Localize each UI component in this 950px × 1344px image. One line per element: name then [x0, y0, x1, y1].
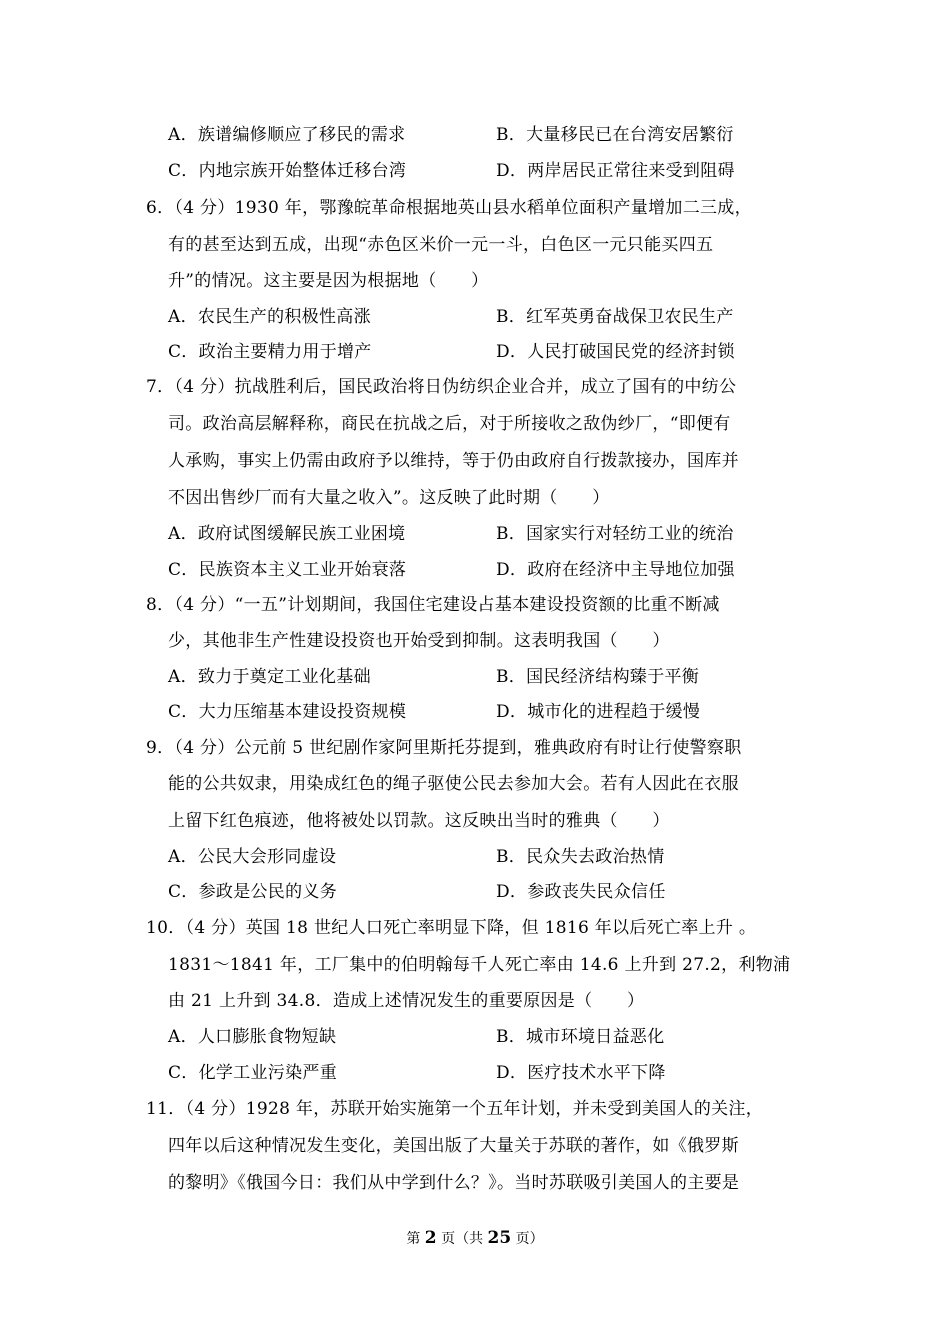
question-8-line-2: 少，其他非生产性建设投资也开始受到抑制。这表明我国（ ） — [168, 631, 670, 651]
question-10-line-1: 10．（4 分）英国 18 世纪人口死亡率明显下降，但 1816 年以后死亡率上升 。 — [146, 918, 757, 938]
question-10-line-2: 1831～1841 年，工厂集中的伯明翰每千人死亡率由 14.6 上升到 27.2，利物浦 — [168, 955, 791, 975]
question-11-line-1: 11．（4 分）1928 年，苏联开始实施第一个五年计划，并未受到美国人的关注， — [146, 1099, 764, 1119]
question-7-line-2: 司。政治高层解释称，商民在抗战之后，对于所接收之敌伪纱厂，“即便有 — [168, 414, 731, 434]
question-6-line-1: 6．（4 分）1930 年，鄂豫皖革命根据地英山县水稻单位面积产量增加二三成， — [146, 198, 752, 218]
option-c: C．内地宗族开始整体迁移台湾 — [168, 161, 407, 181]
q7-option-c: C．民族资本主义工业开始衰落 — [168, 560, 407, 580]
q6-option-c: C．政治主要精力用于增产 — [168, 342, 372, 362]
q9-option-b: B．民众失去政治热情 — [496, 847, 665, 867]
question-10-line-3: 由 21 上升到 34.8．造成上述情况发生的重要原因是（ ） — [168, 991, 645, 1011]
question-11-line-3: 的黎明》《俄国今日：我们从中学到什么？》。当时苏联吸引美国人的主要是 — [168, 1173, 740, 1193]
question-7-line-1: 7．（4 分）抗战胜利后，国民政治将日伪纺织企业合并，成立了国有的中纺公 — [146, 377, 737, 397]
q10-option-b: B．城市环境日益恶化 — [496, 1027, 665, 1047]
question-8-line-1: 8．（4 分）“一五”计划期间，我国住宅建设占基本建设投资额的比重不断减 — [146, 595, 720, 615]
footer-page-number: 2 — [424, 1228, 437, 1248]
question-6-line-3: 升”的情况。这主要是因为根据地（ ） — [168, 271, 489, 291]
question-6-line-2: 有的甚至达到五成，出现“赤色区米价一元一斗，白色区一元只能买四五 — [168, 235, 714, 255]
option-d: D．两岸居民正常往来受到阻碍 — [496, 161, 735, 181]
option-b: B．大量移民已在台湾安居繁衍 — [496, 125, 734, 145]
q10-option-a: A．人口膨胀食物短缺 — [168, 1027, 337, 1047]
question-11-line-2: 四年以后这种情况发生变化，美国出版了大量关于苏联的著作，如《俄罗斯 — [168, 1136, 739, 1156]
q6-option-d: D．人民打破国民党的经济封锁 — [496, 342, 735, 362]
q6-option-b: B．红军英勇奋战保卫农民生产 — [496, 307, 734, 327]
question-7-line-3: 人承购，事实上仍需由政府予以维持，等于仍由政府自行拨款接办，国库并 — [168, 451, 739, 471]
q8-option-c: C．大力压缩基本建设投资规模 — [168, 702, 407, 722]
q6-option-a: A．农民生产的积极性高涨 — [168, 307, 371, 327]
q10-option-c: C．化学工业污染严重 — [168, 1063, 338, 1083]
q9-option-a: A．公民大会形同虚设 — [168, 847, 337, 867]
q10-option-d: D．医疗技术水平下降 — [496, 1063, 666, 1083]
q9-option-d: D．参政丧失民众信任 — [496, 882, 666, 902]
question-9-line-2: 能的公共奴隶，用染成红色的绳子驱使公民去参加大会。若有人因此在衣服 — [168, 774, 739, 794]
q7-option-a: A．政府试图缓解民族工业困境 — [168, 524, 406, 544]
footer-prefix: 第 — [406, 1231, 421, 1247]
q7-option-b: B．国家实行对轻纺工业的统治 — [496, 524, 734, 544]
question-7-line-4: 不因出售纱厂而有大量之收入”。这反映了此时期（ ） — [168, 488, 610, 508]
q8-option-a: A．致力于奠定工业化基础 — [168, 667, 371, 687]
q9-option-c: C．参政是公民的义务 — [168, 882, 338, 902]
q8-option-d: D．城市化的进程趋于缓慢 — [496, 702, 701, 722]
footer-mid: 页（共 — [441, 1231, 484, 1247]
option-a: A．族谱编修顺应了移民的需求 — [168, 125, 406, 145]
q7-option-d: D．政府在经济中主导地位加强 — [496, 560, 735, 580]
page-footer — [0, 1228, 950, 1249]
footer-suffix: 页） — [515, 1231, 544, 1247]
footer-total-pages: 25 — [487, 1228, 512, 1248]
question-9-line-3: 上留下红色痕迹，他将被处以罚款。这反映出当时的雅典（ ） — [168, 811, 670, 831]
q8-option-b: B．国民经济结构臻于平衡 — [496, 667, 700, 687]
question-9-line-1: 9．（4 分）公元前 5 世纪剧作家阿里斯托芬提到，雅典政府有时让行使警察职 — [146, 738, 742, 758]
